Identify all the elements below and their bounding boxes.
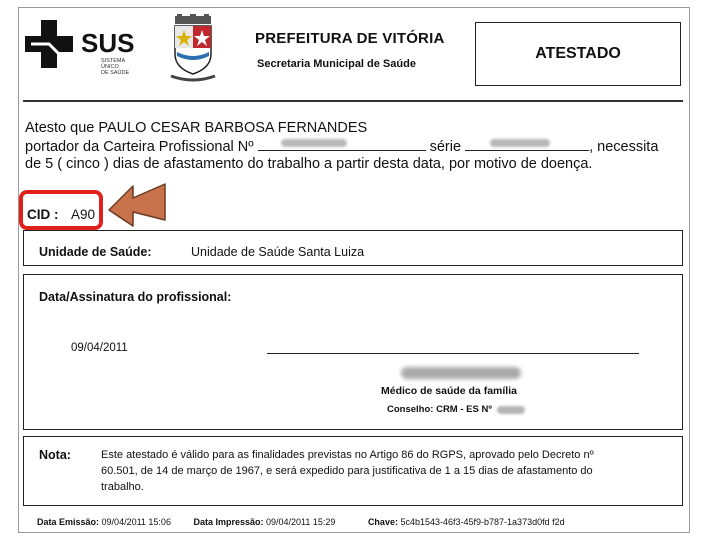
emissao-label: Data Emissão: (37, 517, 100, 527)
atesto-prefix: Atesto que (25, 120, 95, 136)
carteira-number-blank (258, 138, 426, 151)
professional-role: Médico de saúde da família (381, 385, 517, 397)
redacted-crm-number (497, 406, 525, 414)
afastamento-line: de 5 ( cinco ) dias de afastamento do trabalho a partir desta data, por motivo de doença. (25, 156, 593, 172)
carteira-line (25, 138, 658, 155)
impressao-label: Data Impressão: (193, 517, 264, 527)
nota-label: Nota: (39, 448, 71, 462)
emissao-value: 09/04/2011 15:06 (101, 517, 171, 527)
chave-value: 5c4b1543-46f3-45f9-b787-1a373d0fd f2d (400, 517, 565, 527)
profissional-label: Data/Assinatura do profissional: (39, 290, 232, 304)
unidade-label: Unidade de Saúde: (39, 245, 152, 259)
redacted-serie (490, 139, 550, 147)
svg-text:SISTEMA: SISTEMA (101, 58, 126, 64)
sus-logo (23, 16, 163, 76)
serie-blank (465, 138, 589, 151)
redacted-carteira (281, 139, 347, 147)
signature-line (267, 353, 639, 354)
document-sheet (18, 7, 690, 533)
svg-text:DE SAÚDE: DE SAÚDE (101, 70, 130, 76)
vitoria-crest-icon (167, 14, 219, 84)
carteira-label: portador da Carteira Profissional Nº (25, 139, 254, 155)
professional-conselho: Conselho: CRM - ES Nº (387, 404, 492, 415)
signature-date: 09/04/2011 (71, 342, 128, 354)
unidade-value: Unidade de Saúde Santa Luiza (191, 245, 365, 259)
impressao-value: 09/04/2011 15:29 (266, 517, 336, 527)
document-footer (37, 517, 565, 527)
svg-text:SUS: SUS (81, 28, 135, 58)
pointer-arrow-icon (107, 180, 169, 228)
chave-label: Chave: (367, 517, 398, 527)
header-divider (23, 100, 683, 102)
document-type-box (475, 22, 681, 86)
document-type-title: ATESTADO (535, 45, 621, 62)
prefeitura-title: PREFEITURA DE VITÓRIA (255, 30, 445, 47)
svg-text:ÚNICO: ÚNICO (101, 64, 119, 70)
cid-value: A90 (71, 207, 96, 222)
serie-label: série (429, 139, 462, 155)
patient-line (25, 120, 367, 136)
redacted-signature-name (401, 367, 521, 379)
secretaria-subtitle: Secretaria Municipal de Saúde (257, 58, 416, 70)
nota-text: Este atestado é válido para as finalidades previstas no Artigo 86 do RGPS, aprovado pelo Decreto nº 60.501, de 14 de março de 1967, e será expedido para justificativa de 1 a 15 dias de afastamento do trabalho. (101, 449, 594, 493)
cid-label: CID : (27, 207, 59, 222)
necessita-text: , necessita (589, 139, 659, 155)
patient-name: PAULO CESAR BARBOSA FERNANDES (98, 120, 368, 136)
